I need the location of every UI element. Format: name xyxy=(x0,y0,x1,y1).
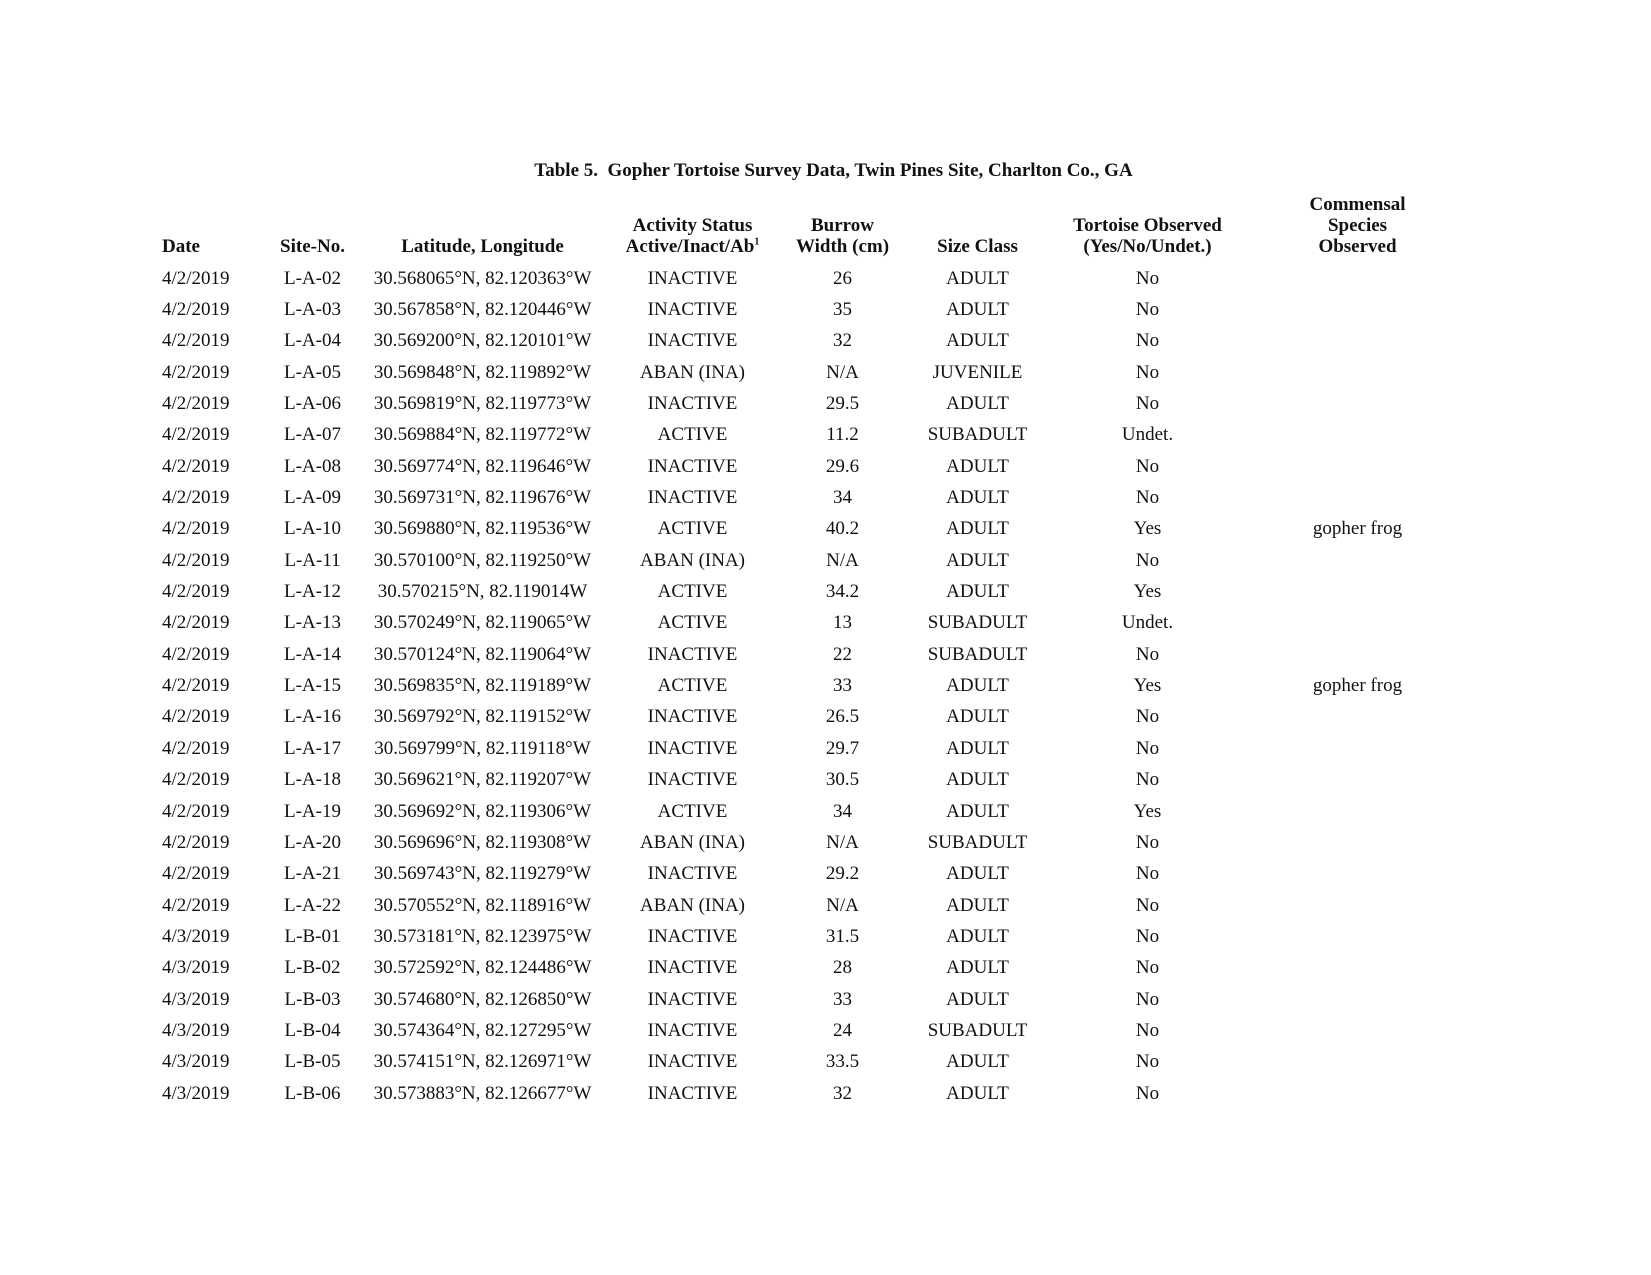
commensal-species-cell xyxy=(1245,608,1470,639)
size-class-cell: ADULT xyxy=(946,1051,1009,1073)
activity-status-cell: INACTIVE xyxy=(647,1082,738,1104)
size-class-cell: ADULT xyxy=(946,299,1009,321)
commensal-species-cell xyxy=(1245,639,1470,670)
activity-status-cell: INACTIVE xyxy=(647,737,738,759)
burrow-width-cell: 24 xyxy=(833,1019,852,1041)
site-no-cell: L-B-05 xyxy=(284,1051,341,1073)
tortoise-observed-cell: No xyxy=(1135,1051,1160,1073)
lat-lon-cell: 30.569880°N, 82.119536°W xyxy=(373,518,592,540)
burrow-width-cell: 34 xyxy=(833,800,852,822)
date-cell: 4/2/2019 xyxy=(162,393,230,415)
footnote-marker: 1 xyxy=(754,236,760,248)
date-cell: 4/2/2019 xyxy=(162,800,230,822)
site-no-cell: L-A-05 xyxy=(284,361,341,383)
table-row xyxy=(150,514,1470,545)
date-cell: 4/2/2019 xyxy=(162,267,230,289)
table-row xyxy=(150,326,1470,357)
date-cell: 4/3/2019 xyxy=(162,957,230,979)
date-cell: 4/2/2019 xyxy=(162,706,230,728)
commensal-species-cell xyxy=(1245,984,1470,1015)
table-row xyxy=(150,294,1470,325)
lat-lon-cell: 30.569884°N, 82.119772°W xyxy=(373,424,592,446)
tortoise-observed-cell: No xyxy=(1135,769,1160,791)
site-no-cell: L-A-02 xyxy=(284,267,341,289)
burrow-width-cell: 30.5 xyxy=(825,769,860,791)
tortoise-observed-cell: No xyxy=(1135,1019,1160,1041)
table-row xyxy=(150,765,1470,796)
site-no-cell: L-B-04 xyxy=(284,1019,341,1041)
burrow-width-cell: 33 xyxy=(833,675,852,697)
site-no-cell: L-A-22 xyxy=(284,894,341,916)
tortoise-observed-cell: No xyxy=(1135,267,1160,289)
lat-lon-cell: 30.570215°N, 82.119014W xyxy=(377,581,588,603)
burrow-width-cell: 34 xyxy=(833,487,852,509)
size-class-cell: ADULT xyxy=(946,894,1009,916)
commensal-species-cell xyxy=(1245,420,1470,451)
table-header-row xyxy=(150,194,1470,263)
size-class-cell: ADULT xyxy=(946,957,1009,979)
site-no-cell: L-A-21 xyxy=(284,863,341,885)
tortoise-observed-cell: No xyxy=(1135,393,1160,415)
site-no-cell: L-A-04 xyxy=(284,330,341,352)
date-cell: 4/3/2019 xyxy=(162,1019,230,1041)
table-row xyxy=(150,388,1470,419)
site-no-cell: L-A-12 xyxy=(284,581,341,603)
commensal-species-cell xyxy=(1245,263,1470,294)
burrow-width-cell: 29.7 xyxy=(825,737,860,759)
activity-status-cell: INACTIVE xyxy=(647,925,738,947)
size-class-cell: SUBADULT xyxy=(927,643,1028,665)
activity-status-cell: INACTIVE xyxy=(647,863,738,885)
activity-status-cell: INACTIVE xyxy=(647,769,738,791)
burrow-width-cell: 33 xyxy=(833,988,852,1010)
tortoise-observed-cell: Yes xyxy=(1133,581,1162,603)
site-no-cell: L-A-13 xyxy=(284,612,341,634)
header-burrow-width: Burrow Width (cm) xyxy=(795,215,890,257)
size-class-cell: ADULT xyxy=(946,675,1009,697)
survey-data-table xyxy=(150,194,1470,1109)
lat-lon-cell: 30.569835°N, 82.119189°W xyxy=(373,675,592,697)
activity-status-cell: INACTIVE xyxy=(647,299,738,321)
lat-lon-cell: 30.572592°N, 82.124486°W xyxy=(373,957,592,979)
size-class-cell: SUBADULT xyxy=(927,612,1028,634)
date-cell: 4/2/2019 xyxy=(162,675,230,697)
size-class-cell: ADULT xyxy=(946,518,1009,540)
commensal-species-cell xyxy=(1245,388,1470,419)
activity-status-cell: INACTIVE xyxy=(647,330,738,352)
burrow-width-cell: 13 xyxy=(833,612,852,634)
burrow-width-cell: 31.5 xyxy=(825,925,860,947)
activity-status-cell: ACTIVE xyxy=(657,800,728,822)
date-cell: 4/2/2019 xyxy=(162,549,230,571)
commensal-species-cell xyxy=(1245,451,1470,482)
header-activity-status: Activity Status Active/Inact/Ab$^1$ xyxy=(625,215,760,257)
commensal-species-cell xyxy=(1245,702,1470,733)
tortoise-observed-cell: No xyxy=(1135,643,1160,665)
activity-status-cell: ACTIVE xyxy=(657,675,728,697)
date-cell: 4/2/2019 xyxy=(162,737,230,759)
lat-lon-cell: 30.569774°N, 82.119646°W xyxy=(373,455,592,477)
header-date: Date xyxy=(162,236,200,257)
burrow-width-cell: 32 xyxy=(833,330,852,352)
activity-status-cell: INACTIVE xyxy=(647,487,738,509)
size-class-cell: ADULT xyxy=(946,487,1009,509)
tortoise-observed-cell: No xyxy=(1135,549,1160,571)
commensal-species-cell xyxy=(1245,953,1470,984)
activity-status-cell: ABAN (INA) xyxy=(639,549,745,571)
tortoise-observed-cell: No xyxy=(1135,894,1160,916)
table-row xyxy=(150,482,1470,513)
date-cell: 4/2/2019 xyxy=(162,455,230,477)
lat-lon-cell: 30.570124°N, 82.119064°W xyxy=(373,643,592,665)
header-latitude-longitude: Latitude, Longitude xyxy=(401,236,564,257)
tortoise-observed-cell: Undet. xyxy=(1121,612,1174,634)
tortoise-observed-cell: No xyxy=(1135,957,1160,979)
burrow-width-cell: 11.2 xyxy=(826,424,859,446)
tortoise-observed-cell: No xyxy=(1135,361,1160,383)
size-class-cell: ADULT xyxy=(946,581,1009,603)
commensal-species-cell xyxy=(1245,357,1470,388)
activity-status-cell: INACTIVE xyxy=(647,393,738,415)
commensal-species-cell xyxy=(1245,1047,1470,1078)
lat-lon-cell: 30.570552°N, 82.118916°W xyxy=(373,894,592,916)
table-row xyxy=(150,859,1470,890)
size-class-cell: JUVENILE xyxy=(932,361,1023,383)
size-class-cell: SUBADULT xyxy=(927,1019,1028,1041)
lat-lon-cell: 30.569731°N, 82.119676°W xyxy=(373,487,592,509)
tortoise-observed-cell: No xyxy=(1135,831,1160,853)
burrow-width-cell: 22 xyxy=(833,643,852,665)
table-row xyxy=(150,545,1470,576)
table-row xyxy=(150,733,1470,764)
activity-status-cell: ACTIVE xyxy=(657,612,728,634)
date-cell: 4/2/2019 xyxy=(162,894,230,916)
table-row xyxy=(150,827,1470,858)
commensal-species-cell xyxy=(1245,326,1470,357)
lat-lon-cell: 30.569792°N, 82.119152°W xyxy=(373,706,592,728)
lat-lon-cell: 30.569819°N, 82.119773°W xyxy=(373,393,592,415)
size-class-cell: ADULT xyxy=(946,800,1009,822)
date-cell: 4/3/2019 xyxy=(162,1082,230,1104)
tortoise-observed-cell: No xyxy=(1135,455,1160,477)
site-no-cell: L-A-18 xyxy=(284,769,341,791)
commensal-species-cell: gopher frog xyxy=(1312,675,1403,697)
site-no-cell: L-A-15 xyxy=(284,675,341,697)
tortoise-observed-cell: No xyxy=(1135,330,1160,352)
activity-status-cell: ABAN (INA) xyxy=(639,831,745,853)
activity-status-cell: INACTIVE xyxy=(647,1019,738,1041)
date-cell: 4/3/2019 xyxy=(162,925,230,947)
table-title: Table 5. Gopher Tortoise Survey Data, Twin Pines Site, Charlton Co., GA xyxy=(534,160,1133,181)
site-no-cell: L-A-07 xyxy=(284,424,341,446)
size-class-cell: ADULT xyxy=(946,455,1009,477)
size-class-cell: SUBADULT xyxy=(927,424,1028,446)
size-class-cell: ADULT xyxy=(946,863,1009,885)
lat-lon-cell: 30.574364°N, 82.127295°W xyxy=(373,1019,592,1041)
lat-lon-cell: 30.569621°N, 82.119207°W xyxy=(373,769,592,791)
burrow-width-cell: 40.2 xyxy=(825,518,860,540)
burrow-width-cell: 33.5 xyxy=(825,1051,860,1073)
date-cell: 4/2/2019 xyxy=(162,330,230,352)
table-row xyxy=(150,357,1470,388)
table-row xyxy=(150,420,1470,451)
commensal-species-cell xyxy=(1245,921,1470,952)
date-cell: 4/3/2019 xyxy=(162,1051,230,1073)
lat-lon-cell: 30.574151°N, 82.126971°W xyxy=(373,1051,592,1073)
site-no-cell: L-B-06 xyxy=(284,1082,341,1104)
activity-status-cell: ABAN (INA) xyxy=(639,361,745,383)
header-tortoise-observed: Tortoise Observed (Yes/No/Undet.) xyxy=(1073,215,1222,257)
site-no-cell: L-B-03 xyxy=(284,988,341,1010)
commensal-species-cell xyxy=(1245,733,1470,764)
lat-lon-cell: 30.570100°N, 82.119250°W xyxy=(373,549,592,571)
header-size-class: Size Class xyxy=(937,236,1018,257)
activity-status-cell: INACTIVE xyxy=(647,706,738,728)
lat-lon-cell: 30.569743°N, 82.119279°W xyxy=(373,863,592,885)
site-no-cell: L-A-03 xyxy=(284,299,341,321)
tortoise-observed-cell: No xyxy=(1135,737,1160,759)
site-no-cell: L-A-14 xyxy=(284,643,341,665)
tortoise-observed-cell: Undet. xyxy=(1121,424,1174,446)
commensal-species-cell xyxy=(1245,1078,1470,1109)
table-row xyxy=(150,984,1470,1015)
table-row xyxy=(150,1015,1470,1046)
table-body xyxy=(150,263,1470,1109)
date-cell: 4/2/2019 xyxy=(162,612,230,634)
burrow-width-cell: N/A xyxy=(826,831,859,853)
size-class-cell: ADULT xyxy=(946,330,1009,352)
tortoise-observed-cell: No xyxy=(1135,925,1160,947)
table-row xyxy=(150,953,1470,984)
date-cell: 4/2/2019 xyxy=(162,361,230,383)
site-no-cell: L-A-06 xyxy=(284,393,341,415)
site-no-cell: L-A-16 xyxy=(284,706,341,728)
tortoise-observed-cell: No xyxy=(1135,988,1160,1010)
burrow-width-cell: 29.6 xyxy=(825,455,860,477)
date-cell: 4/2/2019 xyxy=(162,487,230,509)
commensal-species-cell xyxy=(1245,545,1470,576)
activity-status-cell: ACTIVE xyxy=(657,581,728,603)
commensal-species-cell xyxy=(1245,890,1470,921)
size-class-cell: ADULT xyxy=(946,737,1009,759)
size-class-cell: ADULT xyxy=(946,988,1009,1010)
activity-status-cell: ACTIVE xyxy=(657,518,728,540)
burrow-width-cell: 35 xyxy=(833,299,852,321)
activity-status-cell: INACTIVE xyxy=(647,957,738,979)
tortoise-observed-cell: Yes xyxy=(1133,675,1162,697)
activity-status-cell: INACTIVE xyxy=(647,1051,738,1073)
commensal-species-cell xyxy=(1245,765,1470,796)
activity-status-cell: ACTIVE xyxy=(657,424,728,446)
lat-lon-cell: 30.569799°N, 82.119118°W xyxy=(374,737,591,759)
date-cell: 4/2/2019 xyxy=(162,643,230,665)
site-no-cell: L-B-02 xyxy=(284,957,341,979)
site-no-cell: L-A-11 xyxy=(284,549,341,571)
table-row xyxy=(150,451,1470,482)
site-no-cell: L-A-08 xyxy=(284,455,341,477)
lat-lon-cell: 30.573181°N, 82.123975°W xyxy=(373,925,592,947)
table-row xyxy=(150,263,1470,294)
lat-lon-cell: 30.569696°N, 82.119308°W xyxy=(373,831,592,853)
commensal-species-cell xyxy=(1245,576,1470,607)
table-row xyxy=(150,1078,1470,1109)
tortoise-observed-cell: Yes xyxy=(1133,518,1162,540)
date-cell: 4/2/2019 xyxy=(162,299,230,321)
size-class-cell: ADULT xyxy=(946,393,1009,415)
tortoise-observed-cell: No xyxy=(1135,487,1160,509)
site-no-cell: L-A-20 xyxy=(284,831,341,853)
activity-status-cell: INACTIVE xyxy=(647,643,738,665)
commensal-species-cell: gopher frog xyxy=(1312,518,1403,540)
burrow-width-cell: 32 xyxy=(833,1082,852,1104)
table-row xyxy=(150,1047,1470,1078)
lat-lon-cell: 30.569200°N, 82.120101°W xyxy=(373,330,592,352)
burrow-width-cell: N/A xyxy=(826,361,859,383)
size-class-cell: ADULT xyxy=(946,267,1009,289)
table-row xyxy=(150,921,1470,952)
lat-lon-cell: 30.569848°N, 82.119892°W xyxy=(373,361,592,383)
burrow-width-cell: N/A xyxy=(826,894,859,916)
date-cell: 4/2/2019 xyxy=(162,518,230,540)
commensal-species-cell xyxy=(1245,294,1470,325)
tortoise-observed-cell: No xyxy=(1135,1082,1160,1104)
burrow-width-cell: 28 xyxy=(833,957,852,979)
activity-status-cell: INACTIVE xyxy=(647,455,738,477)
lat-lon-cell: 30.574680°N, 82.126850°W xyxy=(373,988,592,1010)
site-no-cell: L-A-19 xyxy=(284,800,341,822)
burrow-width-cell: N/A xyxy=(826,549,859,571)
tortoise-observed-cell: No xyxy=(1135,863,1160,885)
commensal-species-cell xyxy=(1245,796,1470,827)
commensal-species-cell xyxy=(1245,827,1470,858)
header-commensal-species: Commensal Species Observed xyxy=(1309,194,1406,257)
date-cell: 4/2/2019 xyxy=(162,863,230,885)
table-row xyxy=(150,702,1470,733)
site-no-cell: L-A-17 xyxy=(284,737,341,759)
commensal-species-cell xyxy=(1245,859,1470,890)
activity-status-cell: ABAN (INA) xyxy=(639,894,745,916)
size-class-cell: ADULT xyxy=(946,706,1009,728)
table-row xyxy=(150,576,1470,607)
size-class-cell: ADULT xyxy=(946,1082,1009,1104)
table-row xyxy=(150,608,1470,639)
burrow-width-cell: 34.2 xyxy=(825,581,860,603)
commensal-species-cell xyxy=(1245,482,1470,513)
tortoise-observed-cell: Yes xyxy=(1133,800,1162,822)
header-site-no: Site-No. xyxy=(280,236,345,257)
site-no-cell: L-A-10 xyxy=(284,518,341,540)
date-cell: 4/2/2019 xyxy=(162,769,230,791)
size-class-cell: ADULT xyxy=(946,925,1009,947)
activity-status-cell: INACTIVE xyxy=(647,267,738,289)
activity-status-cell: INACTIVE xyxy=(647,988,738,1010)
table-row xyxy=(150,890,1470,921)
burrow-width-cell: 26 xyxy=(833,267,852,289)
commensal-species-cell xyxy=(1245,1015,1470,1046)
table-row xyxy=(150,796,1470,827)
date-cell: 4/2/2019 xyxy=(162,581,230,603)
date-cell: 4/3/2019 xyxy=(162,988,230,1010)
date-cell: 4/2/2019 xyxy=(162,424,230,446)
size-class-cell: ADULT xyxy=(946,549,1009,571)
lat-lon-cell: 30.569692°N, 82.119306°W xyxy=(373,800,592,822)
size-class-cell: SUBADULT xyxy=(927,831,1028,853)
burrow-width-cell: 29.2 xyxy=(825,863,860,885)
burrow-width-cell: 29.5 xyxy=(825,393,860,415)
tortoise-observed-cell: No xyxy=(1135,299,1160,321)
site-no-cell: L-A-09 xyxy=(284,487,341,509)
burrow-width-cell: 26.5 xyxy=(825,706,860,728)
date-cell: 4/2/2019 xyxy=(162,831,230,853)
lat-lon-cell: 30.568065°N, 82.120363°W xyxy=(373,267,592,289)
lat-lon-cell: 30.567858°N, 82.120446°W xyxy=(373,299,592,321)
size-class-cell: ADULT xyxy=(946,769,1009,791)
lat-lon-cell: 30.570249°N, 82.119065°W xyxy=(373,612,592,634)
table-row xyxy=(150,639,1470,670)
lat-lon-cell: 30.573883°N, 82.126677°W xyxy=(373,1082,592,1104)
table-row xyxy=(150,670,1470,701)
site-no-cell: L-B-01 xyxy=(284,925,341,947)
tortoise-observed-cell: No xyxy=(1135,706,1160,728)
